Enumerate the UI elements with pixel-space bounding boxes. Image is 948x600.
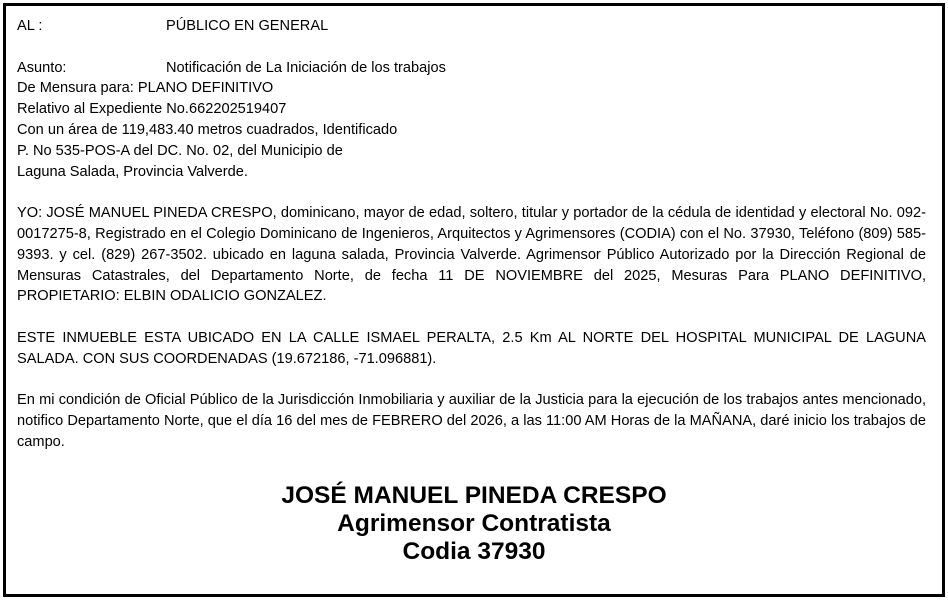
signature-title: Agrimensor Contratista (337, 510, 611, 537)
subject-value: Notificación de La Iniciación de los trabajos (166, 59, 446, 76)
subject-label: Asunto: (17, 59, 67, 76)
surveyor-statement-paragraph: YO: JOSÉ MANUEL PINEDA CRESPO, dominicano, mayor de edad, soltero, titular y portador de la cédula de identidad y electoral No. 092-0017275-8, Registrado en el Colegio Dominicano de Ingenieros, Arquitectos y Agrimensores (CODIA) con el No. 37930, Teléfono (809) 585-9393. y cel. (829) 267-3502. ubicado en laguna salada, Provincia Valverde. Agrimensor Público Autorizado por la Dirección Regional de Mensuras Catastrales, del Departamento Norte, de fecha 11 DE NOVIEMBRE del 2025, Mesuras Para PLANO DEFINITIVO, PROPIETARIO: ELBIN ODALICIO GONZALEZ. (17, 205, 926, 305)
recipient-line (17, 16, 926, 37)
property-location-paragraph: ESTE INMUEBLE ESTA UBICADO EN LA CALLE ISMAEL PERALTA, 2.5 Km AL NORTE DEL HOSPITAL MUNICIPAL DE LAGUNA SALADA. CON SUS COORDENADAS (19.672186, -71.096881). (17, 329, 926, 367)
signature-name: JOSÉ MANUEL PINEDA CRESPO (281, 482, 667, 509)
notification-paragraph: En mi condición de Oficial Público de la Jurisdicción Inmobiliaria y auxiliar de la Justicia para la ejecución de los trabajos antes mencionado, notifico Departamento Norte, que el día 16 del mes de FEBRERO del 2026, a las 11:00 AM Horas de la MAÑANA, daré inicio los trabajos de campo. (17, 392, 926, 450)
detail-line: Relativo al Expediente No.662202519407 (17, 101, 287, 118)
notice-body (17, 16, 926, 453)
detail-line: Con un área de 119,483.40 metros cuadrados, Identificado (17, 121, 398, 138)
subject-line (17, 58, 926, 79)
signature-block (0, 482, 948, 566)
recipient-label: AL : (17, 18, 43, 34)
detail-line: Laguna Salada, Provincia Valverde. (17, 163, 248, 180)
detail-line: P. No 535-POS-A del DC. No. 02, del Municipio de (17, 142, 343, 159)
signature-codia: Codia 37930 (402, 538, 546, 565)
detail-line: De Mensura para: PLANO DEFINITIVO (17, 80, 274, 97)
recipient-value: PÚBLICO EN GENERAL (166, 18, 329, 34)
